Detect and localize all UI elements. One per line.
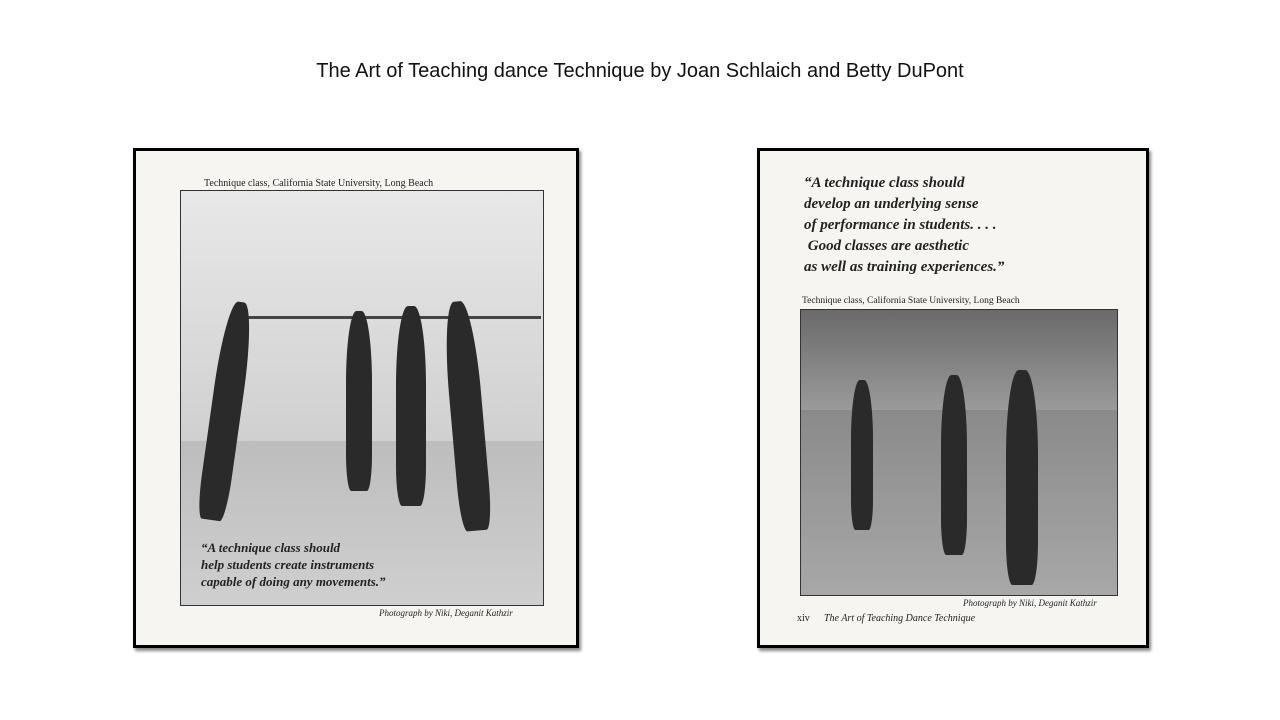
quote-line: “A technique class should [201, 540, 341, 555]
quote [201, 539, 386, 590]
dance-class-photo [800, 309, 1118, 596]
photo-caption: Technique class, California State University, Long Beach [204, 178, 434, 189]
quote-line: “A technique class should [804, 175, 965, 191]
page-number: xiv [797, 613, 810, 624]
quote [804, 173, 1004, 278]
running-title: The Art of Teaching Dance Technique [824, 613, 976, 624]
left-book-page-scan [133, 148, 579, 648]
photo-credit: Photograph by Niki, Deganit Kathzir [379, 608, 513, 618]
photo-credit: Photograph by Niki, Deganit Kathzir [963, 598, 1097, 608]
quote-line: help students create instruments [201, 557, 374, 572]
slide-title: The Art of Teaching dance Technique by Joan Schlaich and Betty DuPont [316, 60, 964, 82]
right-book-page-scan [757, 148, 1149, 648]
quote-line: capable of doing any movements.” [201, 574, 386, 589]
dance-class-photo [180, 190, 544, 606]
quote-line: as well as training experiences.” [804, 259, 1005, 275]
quote-line: develop an underlying sense [804, 196, 979, 212]
quote-line: of performance in students. . . . [804, 217, 997, 233]
photo-caption: Technique class, California State University, Long Beach [802, 296, 1020, 306]
quote-line: Good classes are aesthetic [804, 238, 969, 254]
